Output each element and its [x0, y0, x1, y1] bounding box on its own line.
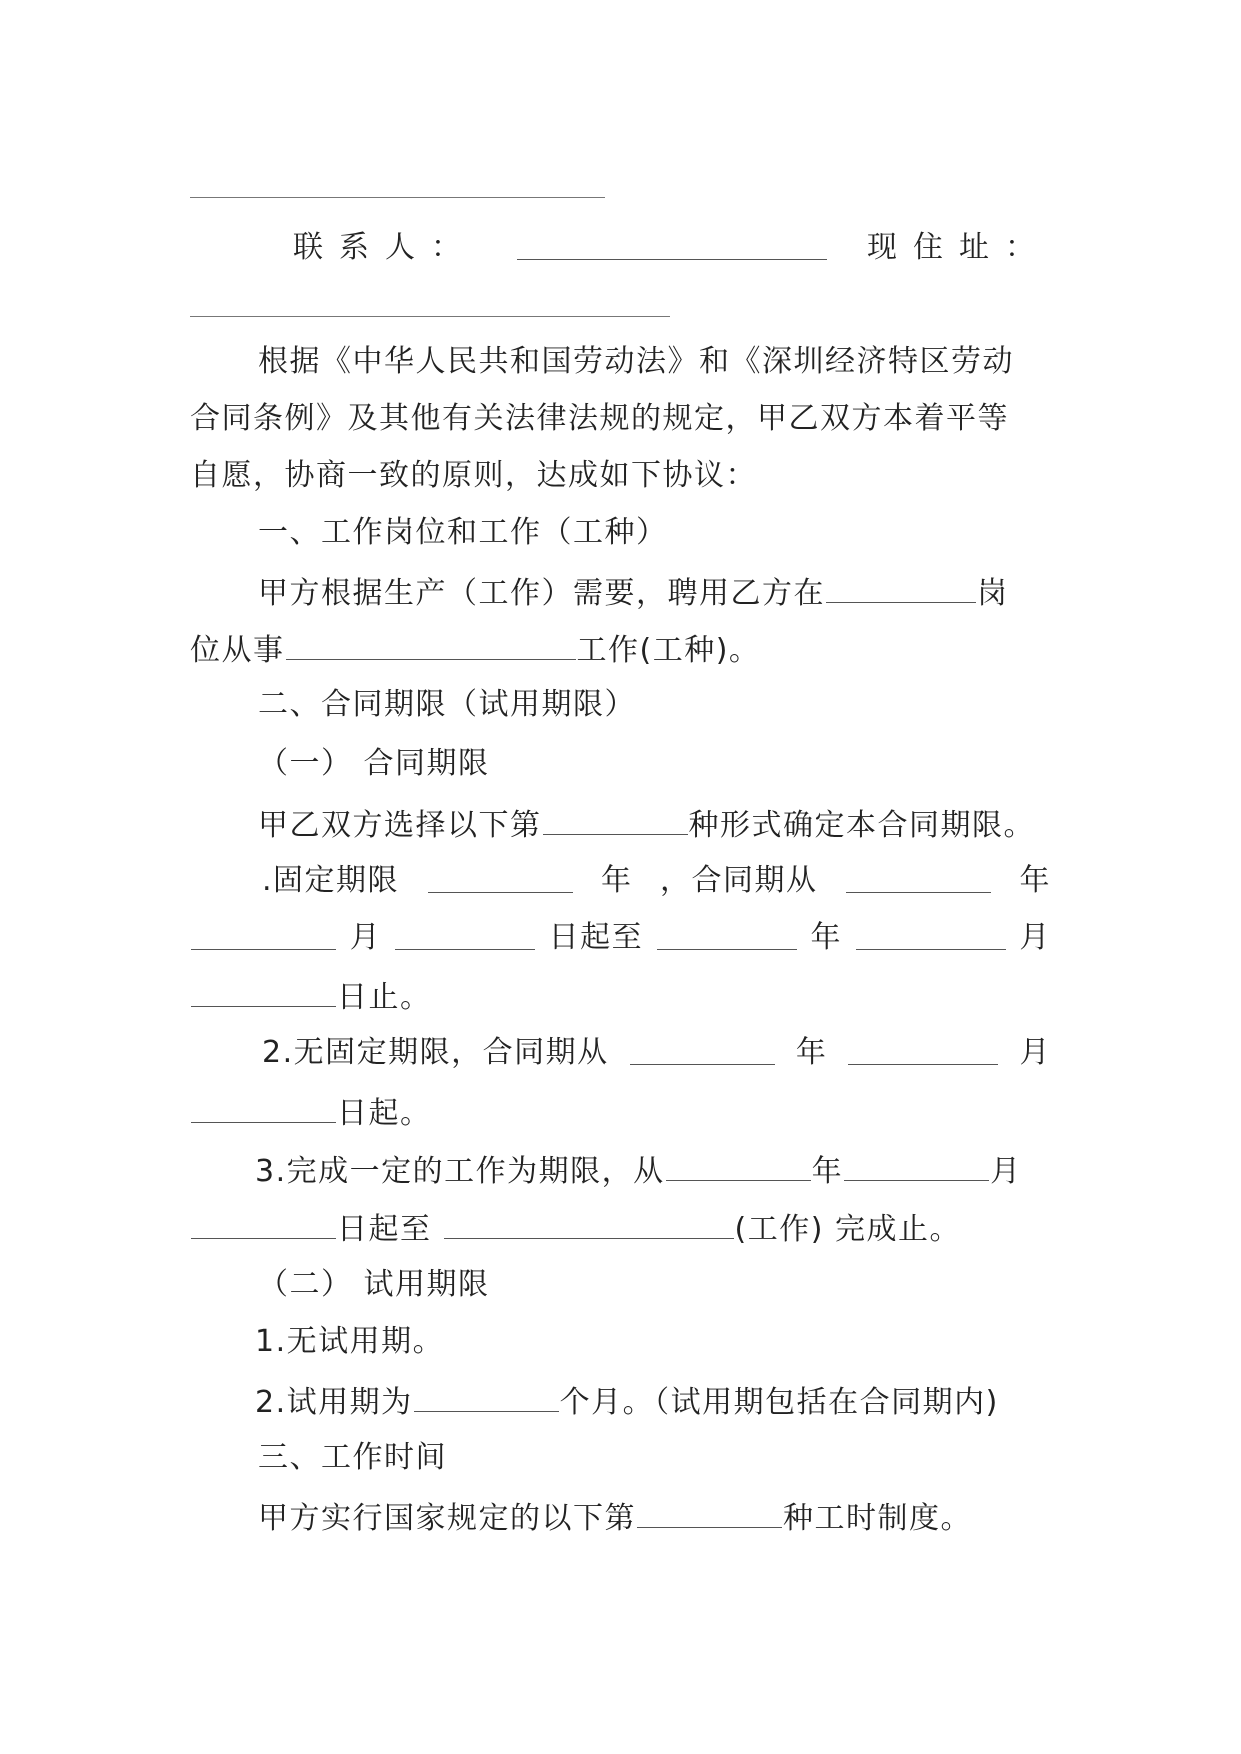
text-span: 位从事: [190, 633, 285, 668]
task-term-line-1: [255, 1154, 1022, 1187]
text-span: 3.完成一定的工作为期限，从: [255, 1154, 665, 1189]
probation-line: [255, 1385, 999, 1418]
section-1-heading: 一、工作岗位和工作（工种）: [258, 515, 668, 550]
text-span: 日止。: [337, 980, 432, 1015]
contact-line: [293, 230, 1051, 265]
text-span: 工作(工种)。: [576, 633, 761, 668]
start-year-blank: [846, 866, 991, 893]
position-blank: [826, 576, 976, 603]
section-3-heading: 三、工作时间: [258, 1440, 447, 1475]
text-span: 2.无固定期限，合同期从: [262, 1035, 609, 1070]
address-label: 现住址：: [867, 230, 1051, 265]
preamble-line-3: 自愿，协商一致的原则，达成如下协议：: [190, 458, 757, 493]
probation-months-blank: [414, 1385, 559, 1412]
text-span: 月: [1019, 920, 1051, 955]
subsection-2-heading: （二） 试用期限: [258, 1267, 490, 1302]
text-span: 日起至: [337, 1212, 443, 1247]
text-span: 月: [349, 920, 382, 955]
section-1-line-1: [258, 576, 1009, 609]
task-year-blank: [666, 1154, 811, 1181]
preamble-line-2: 合同条例》及其他有关法律法规的规定，甲乙双方本着平等: [190, 401, 1009, 436]
contact-blank: [517, 233, 827, 260]
text-span: 年: [601, 863, 633, 898]
fixed-term-line-2: [190, 920, 1051, 955]
text-span: (工作) 完成止。: [734, 1212, 961, 1247]
open-month-blank: [848, 1038, 998, 1065]
years-blank: [428, 866, 573, 893]
section-2-heading: 二、合同期限（试用期限）: [258, 687, 636, 722]
text-span: 年: [1019, 863, 1051, 898]
text-span: ，合同期从: [660, 863, 818, 898]
text-span: 年: [795, 1035, 828, 1070]
text-span: 年: [810, 920, 843, 955]
text-span: 月: [1019, 1035, 1051, 1070]
form-number-blank: [543, 808, 688, 835]
text-span: 年: [811, 1154, 844, 1189]
text-span: 日起至: [548, 920, 644, 955]
subsection-1-heading: （一） 合同期限: [258, 746, 490, 781]
fixed-term-line-1: [262, 863, 1051, 898]
task-term-line-2: [190, 1212, 961, 1245]
fixed-term-line-3: [190, 980, 432, 1013]
task-month-blank: [844, 1154, 989, 1181]
text-span: 甲乙双方选择以下第: [258, 808, 542, 843]
text-span: 种形式确定本合同期限。: [688, 808, 1035, 843]
preamble-line-1: 根据《中华人民共和国劳动法》和《深圳经济特区劳动: [258, 344, 1014, 379]
open-year-blank: [630, 1038, 775, 1065]
no-probation-line: 1.无试用期。: [255, 1324, 445, 1359]
text-span: 甲方实行国家规定的以下第: [258, 1501, 636, 1536]
text-span: 月: [990, 1154, 1022, 1189]
end-year-blank: [657, 923, 797, 950]
open-term-line-1: [262, 1035, 1051, 1070]
section-1-line-2: [190, 633, 760, 666]
end-month-blank: [856, 923, 1006, 950]
job-blank: [286, 633, 576, 660]
text-span: 甲方根据生产（工作）需要，聘用乙方在: [258, 576, 825, 611]
text-span: 日起。: [337, 1096, 432, 1131]
text-span: .固定期限: [262, 863, 400, 898]
start-day-blank: [395, 923, 535, 950]
open-day-blank: [191, 1096, 336, 1123]
choose-form-line: [258, 808, 1035, 841]
text-span: 种工时制度。: [783, 1501, 972, 1536]
work-hours-blank: [637, 1501, 782, 1528]
fill-in-underline: [190, 197, 605, 198]
text-span: 2.试用期为: [255, 1385, 413, 1420]
text-span: 岗: [977, 576, 1009, 611]
open-term-line-2: [190, 1096, 432, 1129]
task-day-blank: [191, 1212, 336, 1239]
address-underline: [190, 316, 670, 317]
start-month-blank: [191, 923, 336, 950]
text-span: 个月。（试用期包括在合同期内): [559, 1385, 999, 1420]
task-work-blank: [444, 1212, 734, 1239]
end-day-blank: [191, 980, 336, 1007]
section-3-line-1: [258, 1501, 972, 1534]
contact-label: 联系人：: [293, 230, 477, 265]
